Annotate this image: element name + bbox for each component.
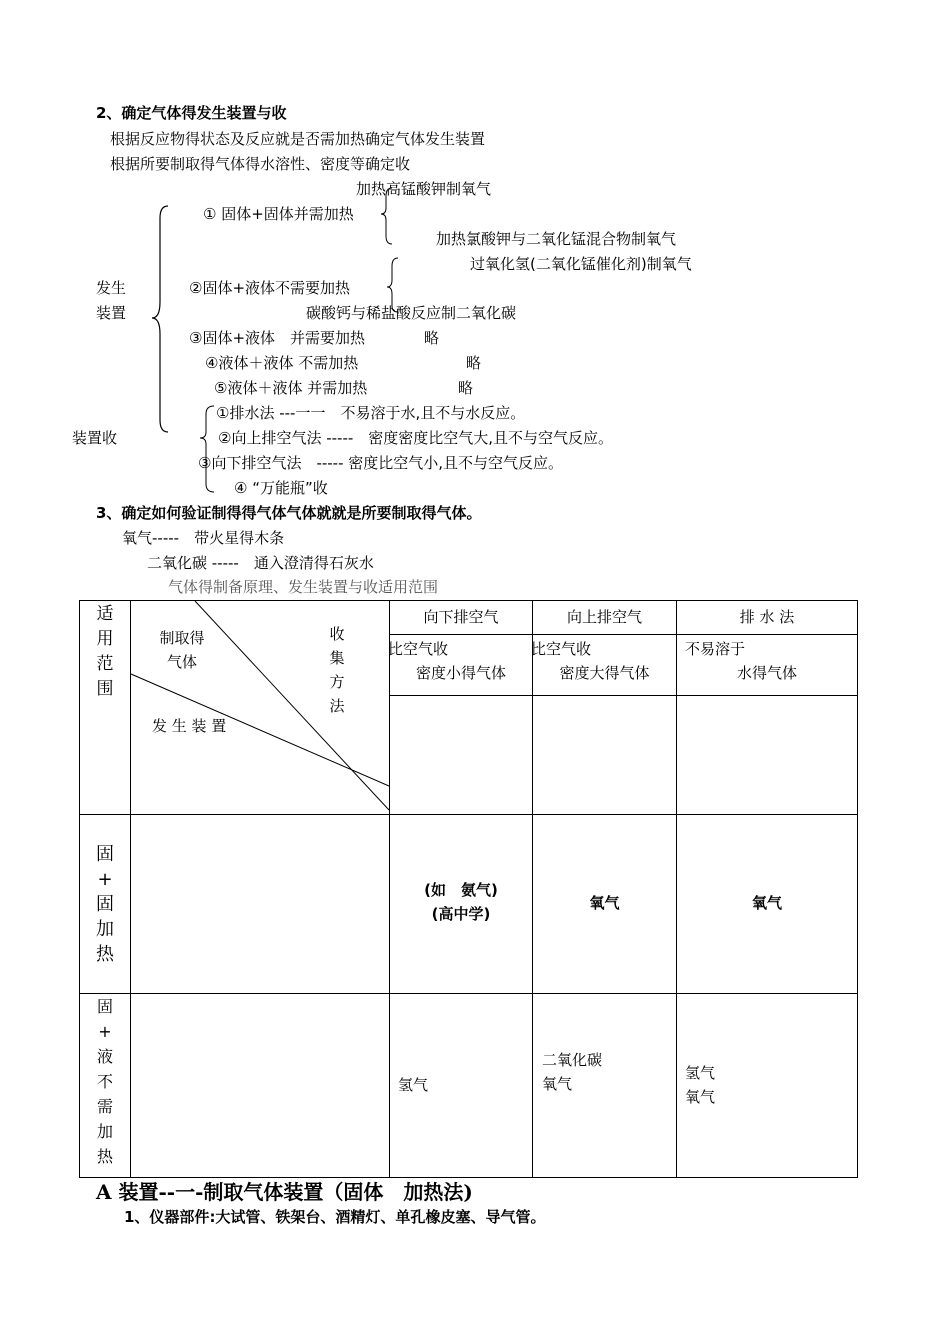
col-item4: ④ “万能瓶”收 xyxy=(234,479,328,497)
gen-item1b: 加热氯酸钾与二氧化锰混合物制氧气 xyxy=(436,230,677,248)
corner-scope-label: 适 用 范 围 xyxy=(96,604,114,699)
corner-gas-label: 制取得 气体 xyxy=(159,629,205,671)
gen-item2b: 碳酸钙与稀盐酸反应制二氧化碳 xyxy=(306,304,517,322)
row2-label: 固 + 液 不 需 加 热 xyxy=(96,997,113,1166)
row2-downward: 氢气 xyxy=(398,1076,429,1094)
row2-water: 氢气 氧气 xyxy=(685,1064,716,1106)
sub-upward-2: 密度大得气体 xyxy=(559,664,650,682)
gen-label-1: 发生 xyxy=(96,279,127,297)
section3-oxygen: 氧气----- 带火星得木条 xyxy=(122,529,285,547)
gen-item3-omit: 略 xyxy=(424,329,440,347)
gen-item3: ③固体+液体 并需要加热 xyxy=(189,329,366,347)
col-item2: ②向上排空气法 ----- 密度密度比空气大,且不与空气反应。 xyxy=(218,429,614,447)
gen-item2: ②固体+液体不需要加热 xyxy=(189,279,351,297)
row1-downward: (如 氨气) (高中学) xyxy=(424,881,498,923)
sub-water-2: 水得气体 xyxy=(736,664,797,682)
row1-upward: 氧气 xyxy=(589,894,620,912)
section2-line2: 根据所要制取得气体得水溶性、密度等确定收 xyxy=(110,155,411,173)
gen-label-2: 装置 xyxy=(96,304,127,322)
header-upward-air: 向上排空气 xyxy=(566,608,642,626)
section3-co2: 二氧化碳 ----- 通入澄清得石灰水 xyxy=(147,554,374,572)
sub-upward-1: 比空气收 xyxy=(531,640,592,658)
gen-item4: ④液体＋液体 不需加热 xyxy=(205,354,359,372)
sub-water-1: 不易溶于 xyxy=(685,640,746,658)
row1-water: 氧气 xyxy=(751,894,782,912)
gen-item1: ① 固体+固体并需加热 xyxy=(203,205,354,223)
corner-device-label: 发 生 装 置 xyxy=(152,717,227,735)
sectionA-item1: 1、仪器部件:大试管、铁架台、酒精灯、单孔橡皮塞、导气管。 xyxy=(124,1208,546,1226)
gen-item1a: 加热高锰酸钾制氧气 xyxy=(356,180,492,198)
section3-title: 3、确定如何验证制得得气体气体就就是所要制取得气体。 xyxy=(96,504,482,522)
sub-downward-1: 比空气收 xyxy=(388,640,449,658)
gen-item2a: 过氧化氢(二氧化锰催化剂)制氧气 xyxy=(470,255,692,273)
gen-item4-omit: 略 xyxy=(466,354,482,372)
sub-downward-2: 密度小得气体 xyxy=(415,664,506,682)
header-downward-air: 向下排空气 xyxy=(423,608,499,626)
table-caption: 气体得制备原理、发生装置与收适用范围 xyxy=(168,578,439,596)
row2-upward: 二氧化碳 氧气 xyxy=(542,1051,603,1093)
section2-title: 2、确定气体得发生装置与收 xyxy=(96,104,287,122)
header-water: 排 水 法 xyxy=(739,608,795,626)
col-item3: ③向下排空气法 ----- 密度比空气小,且不与空气反应。 xyxy=(198,454,564,472)
section2-line1: 根据反应物得状态及反应就是否需加热确定气体发生装置 xyxy=(110,130,486,148)
gen-item5: ⑤液体＋液体 并需加热 xyxy=(214,379,368,397)
sectionA-title: A 装置--一-制取气体装置（固体 加热法) xyxy=(96,1180,473,1204)
corner-method-label: 收 集 方 法 xyxy=(329,625,345,715)
row1-label: 固 + 固 加 热 xyxy=(96,844,114,965)
col-label: 装置收 xyxy=(72,429,118,447)
col-item1: ①排水法 ---一一 不易溶于水,且不与水反应。 xyxy=(216,404,526,422)
gen-item5-omit: 略 xyxy=(458,379,474,397)
